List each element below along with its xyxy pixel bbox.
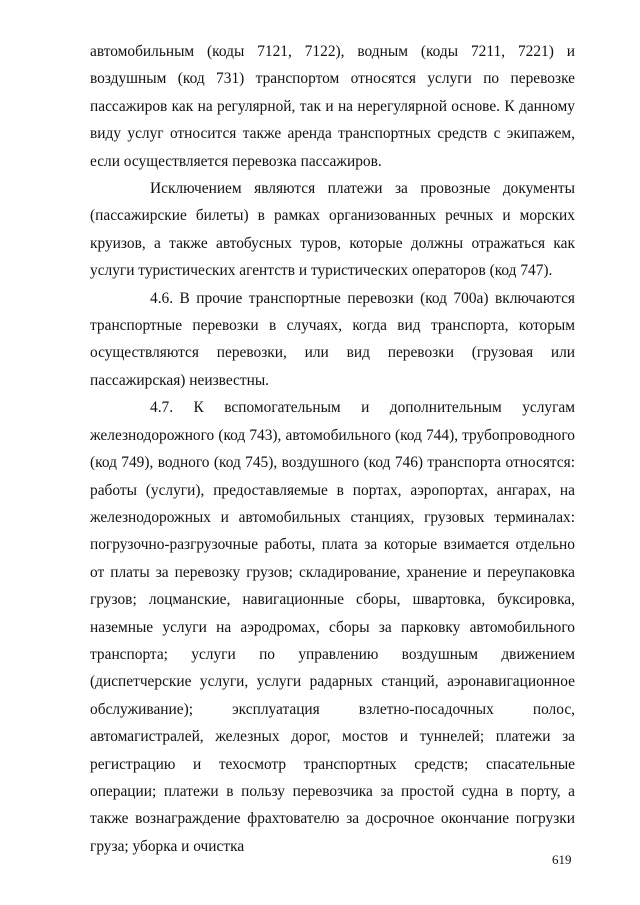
paragraph-section-4-7: 4.7. К вспомогательным и дополнительным услугам железнодорожного (код 743), автомобильного (код 744), трубопроводного (код 749), водного (код 745), воздушного (код 746) транспорта относятся: работы (услуги), предоставляемые в портах, аэропортах, ангарах, на железнодорожных и автомобильных станциях, грузовых терминалах: погрузочно-разгрузочные работы, плата за которые взимается отдельно от платы за перевозку грузов; складирование, хранение и переупаковка грузов; лоцманские, навигационные сборы, швартовка, буксировка, наземные услуги на аэродромах, сборы за парковку автомобильного транспорта; услуги по управлению воздушным движением (диспетчерские услуги, услуги радарных станций, аэронавигационное обслуживание); эксплуатация взлетно-посадочных полос, автомагистралей, железных дорог, мостов и туннелей; платежи за регистрацию и техосмотр транспортных средств; спасательные операции; платежи в пользу перевозчика за простой судна в порту, а также вознаграждение фрахтователю за досрочное окончание погрузки груза; уборка и очистка [90, 399, 575, 855]
page-number: 619 [552, 852, 572, 867]
page-body [90, 38, 575, 860]
paragraph-passenger-transport: автомобильным (коды 7121, 7122), водным (коды 7211, 7221) и воздушным (код 731) транспортом относятся услуги по перевозке пассажиров как на регулярной, так и на нерегулярной основе. К данному виду услуг относится также аренда транспортных средств с экипажем, если осуществляется перевозка пассажиров. [90, 43, 575, 170]
paragraph-exceptions: Исключением являются платежи за провозные документы (пассажирские билеты) в рамках организованных речных и морских круизов, а также автобусных туров, которые должны отражаться как услуги туристических агентств и туристических операторов (код 747). [90, 180, 575, 280]
paragraph-section-4-6: 4.6. В прочие транспортные перевозки (код 700а) включаются транспортные перевозки в случаях, когда вид транспорта, которым осуществляются перевозки, или вид перевозки (грузовая или пассажирская) неизвестны. [90, 289, 575, 389]
